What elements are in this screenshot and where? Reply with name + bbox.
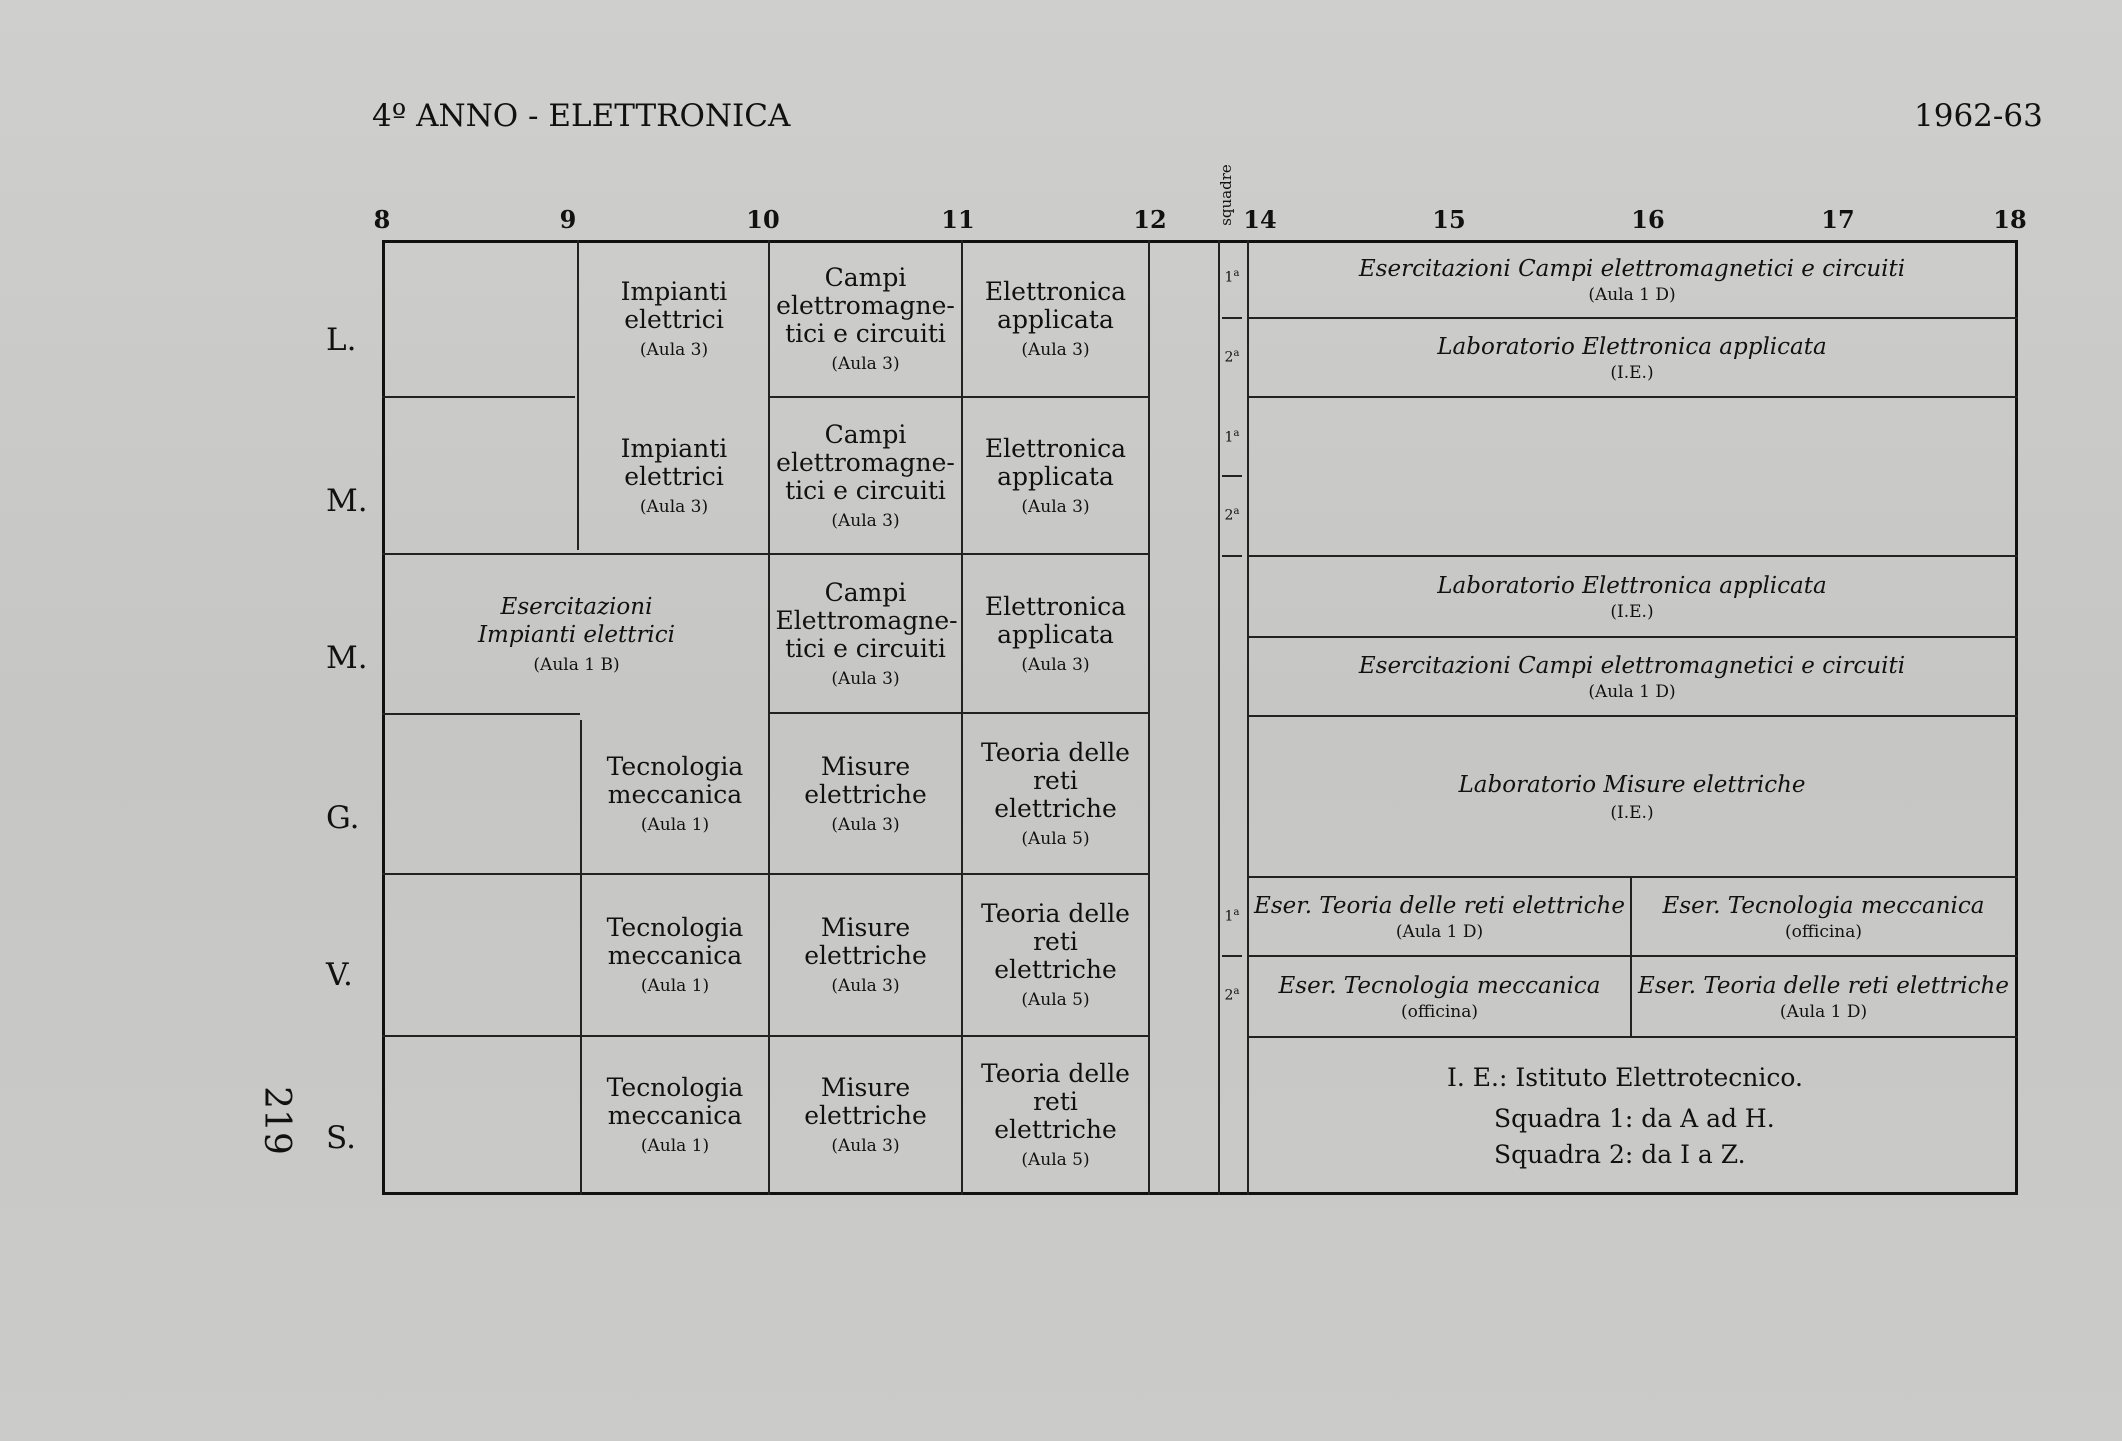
afternoon-lesson-cell: Laboratorio Elettronica applicata (I.E.) [1437, 333, 1827, 383]
squadra-ordinal: 2$^a$ [1224, 506, 1240, 524]
lesson-cell: Elettronica applicata (Aula 3) [984, 277, 1127, 360]
lesson-cell: Misure elettriche (Aula 3) [804, 1072, 927, 1156]
squadra-ordinal: 1$^a$ [1224, 428, 1240, 446]
lesson-cell: Campi Elettromagne- tici e circuiti (Aula 3) [775, 578, 958, 689]
school-year: 1962-63 [1914, 98, 2043, 134]
lesson-cell: Misure elettriche (Aula 3) [804, 913, 927, 996]
squadra-ordinal: 2$^a$ [1224, 986, 1240, 1004]
day-label-monday: L. [326, 322, 357, 358]
hour-label: 18 [1993, 205, 2027, 234]
hour-label: 10 [746, 205, 780, 234]
day-label-tuesday: M. [326, 483, 368, 519]
lesson-cell: Campi elettromagne- tici e circuiti (Aula 3) [776, 419, 955, 531]
lesson-cell: Teoria delle reti elettriche (Aula 5) [981, 1058, 1130, 1170]
hour-label: 9 [559, 205, 577, 234]
day-label-wednesday: M. [326, 640, 368, 676]
squadra-ordinal: 1$^a$ [1224, 907, 1240, 925]
afternoon-lesson-cell: Eser. Tecnologia meccanica (officina) [1278, 972, 1601, 1022]
lesson-cell: Tecnologia meccanica (Aula 1) [606, 1072, 744, 1156]
day-label-saturday: S. [326, 1120, 356, 1156]
page-number: 219 [255, 1086, 297, 1155]
lesson-cell: Tecnologia meccanica (Aula 1) [606, 752, 744, 835]
legend-line: Squadra 2: da I a Z. [1494, 1140, 1746, 1169]
hour-label: 16 [1631, 205, 1665, 234]
page-title: 4º ANNO - ELETTRONICA [372, 98, 791, 134]
lesson-cell: Teoria delle reti elettriche (Aula 5) [981, 738, 1130, 849]
hour-label: 8 [373, 205, 391, 234]
hour-label: 15 [1432, 205, 1466, 234]
afternoon-lesson-cell: Eser. Teoria delle reti elettriche (Aula 1 D) [1254, 892, 1625, 942]
afternoon-lesson-cell: Esercitazioni Campi elettromagnetici e circuiti (Aula 1 D) [1358, 652, 1906, 702]
lesson-cell: Teoria delle reti elettriche (Aula 5) [981, 899, 1130, 1010]
hour-label: 11 [941, 205, 975, 234]
lesson-cell: Campi elettromagne- tici e circuiti (Aula 3) [776, 263, 955, 374]
day-label-friday: V. [326, 957, 353, 993]
lesson-cell: Impianti elettrici (Aula 3) [620, 433, 728, 517]
afternoon-lesson-cell: Eser. Teoria delle reti elettriche (Aula 1 D) [1638, 972, 2009, 1022]
lesson-cell: Misure elettriche (Aula 3) [804, 752, 927, 835]
hour-label: 17 [1821, 205, 1855, 234]
day-label-thursday: G. [326, 800, 360, 836]
squadre-column-label: squadre [1217, 164, 1235, 226]
lesson-cell: Elettronica applicata (Aula 3) [984, 433, 1127, 517]
lesson-cell: Impianti elettrici (Aula 3) [620, 277, 728, 360]
afternoon-lesson-cell: Eser. Tecnologia meccanica (officina) [1662, 892, 1985, 942]
afternoon-lesson-cell: Laboratorio Elettronica applicata (I.E.) [1437, 572, 1827, 622]
lesson-cell: Esercitazioni Impianti elettrici (Aula 1 B) [477, 594, 676, 675]
lesson-cell: Tecnologia meccanica (Aula 1) [606, 913, 744, 996]
legend-line: I. E.: Istituto Elettrotecnico. [1447, 1063, 1803, 1092]
afternoon-lesson-cell: Laboratorio Misure elettriche (I.E.) [1458, 771, 1806, 823]
squadra-ordinal: 1$^a$ [1224, 268, 1240, 286]
hour-label: 14 [1243, 205, 1277, 234]
lesson-cell: Elettronica applicata (Aula 3) [984, 592, 1127, 675]
hour-label: 12 [1133, 205, 1167, 234]
legend-line: Squadra 1: da A ad H. [1494, 1104, 1775, 1133]
squadra-ordinal: 2$^a$ [1224, 348, 1240, 366]
afternoon-lesson-cell: Esercitazioni Campi elettromagnetici e circuiti (Aula 1 D) [1358, 255, 1906, 305]
